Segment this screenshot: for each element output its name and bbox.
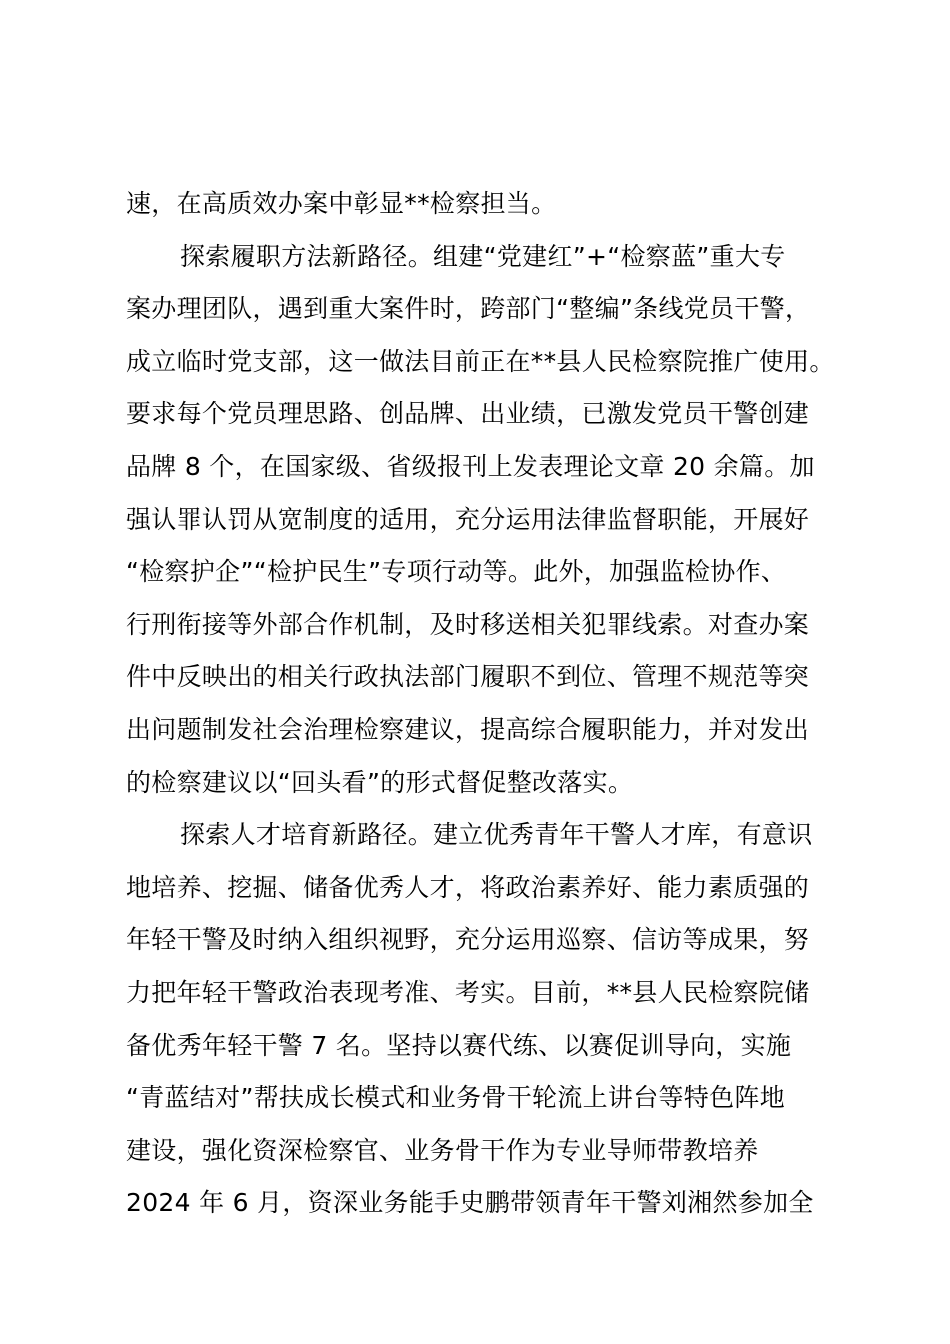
text-line: 力把年轻干警政治表现考准、考实。目前，**县人民检察院储 — [126, 977, 810, 1007]
paragraph-start-line: 探索履职方法新路径。组建“党建红”+“检察蓝”重大专 — [180, 241, 786, 271]
text-line: 出问题制发社会治理检察建议，提高综合履职能力，并对发出 — [126, 714, 810, 744]
text-line: “青蓝结对”帮扶成长模式和业务骨干轮流上讲台等特色阵地 — [126, 1083, 786, 1113]
text-line: 地培养、挖掘、储备优秀人才，将政治素养好、能力素质强的 — [126, 872, 810, 902]
text-line: 强认罪认罚从宽制度的适用，充分运用法律监督职能，开展好 — [126, 504, 810, 534]
text-line: 件中反映出的相关行政执法部门履职不到位、管理不规范等突 — [126, 662, 810, 692]
text-line: 品牌 8 个，在国家级、省级报刊上发表理论文章 20 余篇。加 — [126, 451, 815, 481]
text-line: 2024 年 6 月，资深业务能手史鹏带领青年干警刘湘然参加全 — [126, 1188, 814, 1218]
text-line: 的检察建议以“回头看”的形式督促整改落实。 — [126, 767, 634, 797]
text-line: 行刑衔接等外部合作机制，及时移送相关犯罪线索。对查办案 — [126, 609, 810, 639]
text-line: 年轻干警及时纳入组织视野，充分运用巡察、信访等成果，努 — [126, 925, 810, 955]
text-line: 速，在高质效办案中彰显**检察担当。 — [126, 189, 557, 218]
text-line: 要求每个党员理思路、创品牌、出业绩，已激发党员干警创建 — [126, 399, 810, 429]
text-line: 成立临时党支部，这一做法目前正在**县人民检察院推广使用。 — [126, 346, 835, 376]
text-line: 案办理团队，遇到重大案件时，跨部门“整编”条线党员干警， — [126, 294, 811, 324]
document-body — [126, 178, 836, 1230]
text-line: 备优秀年轻干警 7 名。坚持以赛代练、以赛促训导向，实施 — [126, 1030, 792, 1060]
paragraph-start-line: 探索人才培育新路径。建立优秀青年干警人才库，有意识 — [180, 820, 813, 850]
text-line: “检察护企”“检护民生”专项行动等。此外，加强监检协作、 — [126, 557, 787, 587]
text-line: 建设，强化资深检察官、业务骨干作为专业导师带教培养 — [126, 1135, 759, 1165]
